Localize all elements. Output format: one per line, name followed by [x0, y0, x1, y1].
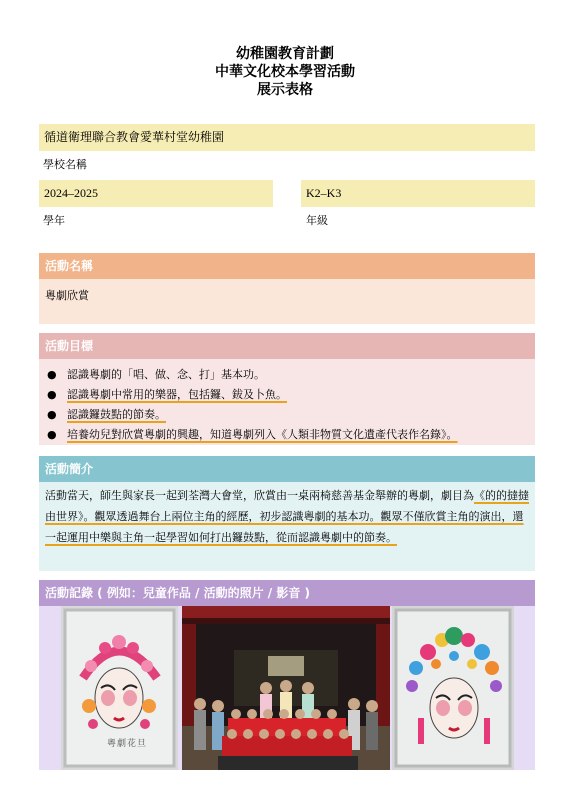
objective-item: ● 認識粵劇的「唱、做、念、打」基本功。 [45, 365, 535, 385]
objective-item: ● 認識鑼鼓點的節奏。 [45, 405, 535, 425]
activity-name-value: 粵劇欣賞 [45, 289, 89, 302]
school-year-field [39, 180, 273, 207]
objective-item: ● 培養幼兒對欣賞粵劇的興趣，知道粵劇列入《人類非物質文化遺產代表作名錄》。 [45, 425, 535, 445]
opera-mask-headdress-illustration [392, 606, 514, 770]
objectives-list [39, 359, 535, 445]
intro-box [39, 482, 535, 571]
grade-field [301, 180, 535, 207]
records-heading: 活動記錄 ( 例如：兒童作品 / 活動的照片 / 影音 ) [39, 580, 535, 606]
group-photo-on-stage [182, 606, 390, 770]
objectives-box [39, 359, 535, 445]
grade-value: K2–K3 [306, 186, 342, 200]
school-name-field [39, 124, 535, 151]
form-title-line2: 中華文化校本學習活動 [215, 64, 355, 80]
artwork-caption: 粵劇花旦 [107, 739, 148, 749]
grade-label: 年級 [306, 214, 328, 227]
form-title-line3: 展示表格 [257, 82, 313, 98]
bullet-icon: ● [47, 408, 57, 421]
intro-heading: 活動簡介 [39, 456, 535, 482]
intro-text: 活動當天，師生與家長一起到荃灣大會堂，欣賞由一桌兩椅慈善基金舉辦的粵劇，劇目為《的的撻撻由世界》。觀眾透過舞台上兩位主角的經歷，初步認識粵劇的基本功。觀眾不僅欣賞主角的演出，還一起運用中樂與主角一起學習如何打出鑼鼓點，從而認識粵劇中的節奏。 [45, 489, 529, 544]
opera-mask-artwork-photo-1 [61, 606, 178, 770]
bullet-icon: ● [47, 368, 57, 381]
activity-name-heading: 活動名稱 [39, 253, 535, 279]
bullet-icon: ● [47, 428, 57, 441]
activity-name-box [39, 279, 535, 324]
objectives-heading: 活動目標 [39, 333, 535, 359]
school-name-label: 學校名稱 [43, 158, 87, 171]
stage-group-illustration [182, 606, 390, 770]
objective-item: ● 認識粵劇中常用的樂器，包括鑼、鈸及卜魚。 [45, 385, 535, 405]
school-year-label: 學年 [43, 214, 65, 227]
form-title-line1: 幼稚園教育計劃 [236, 46, 334, 62]
opera-mask-artwork-photo-2 [392, 606, 514, 770]
bullet-icon: ● [47, 388, 57, 401]
school-year-value: 2024–2025 [44, 186, 98, 200]
school-name-value: 循道衛理聯合教會愛華村堂幼稚園 [44, 130, 225, 144]
